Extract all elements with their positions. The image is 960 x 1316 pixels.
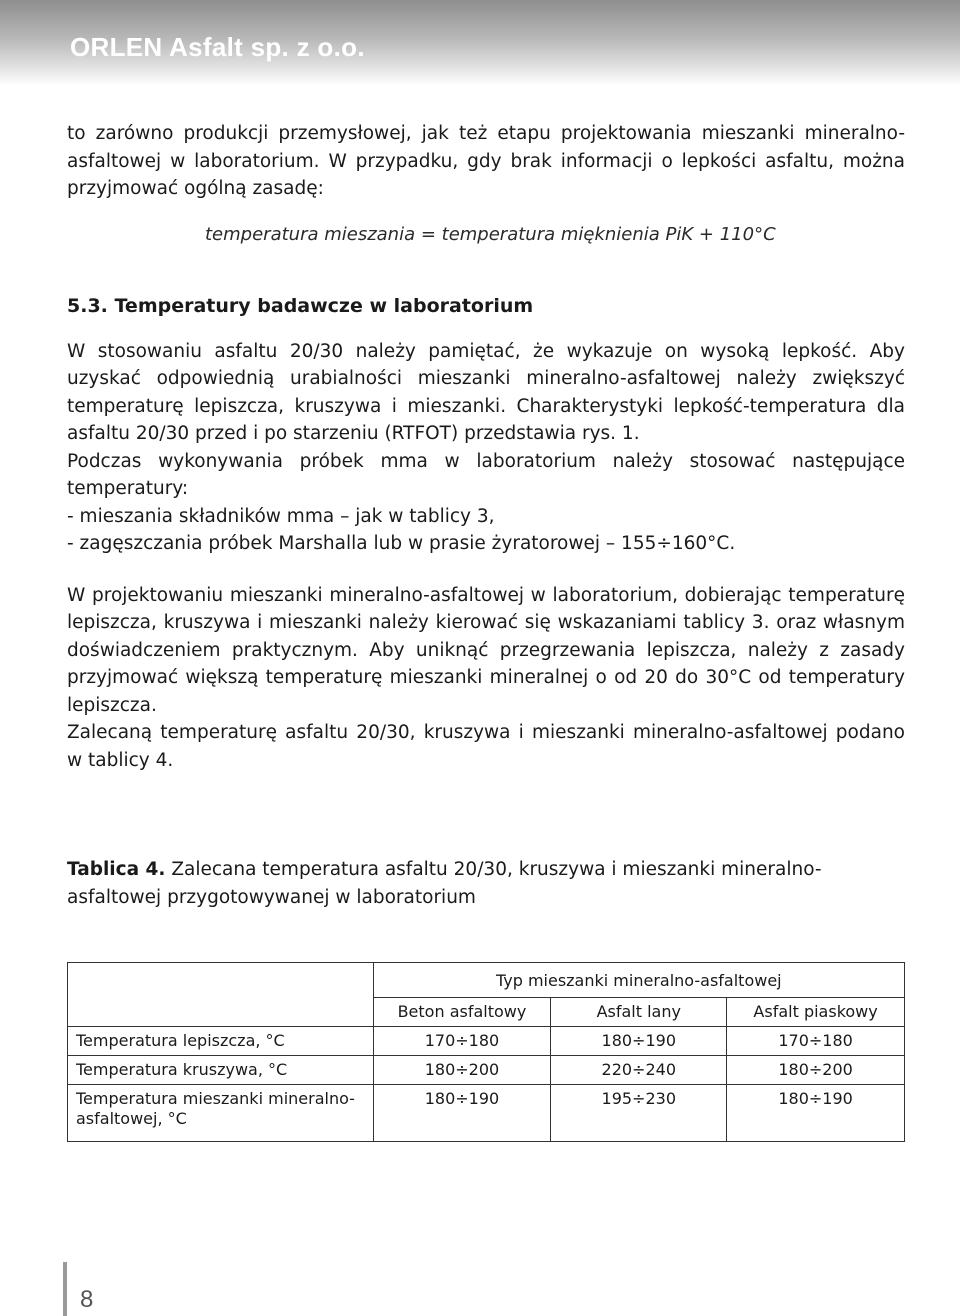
temperature-table [67, 962, 905, 1142]
mixing-temperature-formula: temperatura mieszania = temperatura mięknienia PiK + 110°C [205, 223, 776, 245]
table-cell: 180÷190 [373, 1085, 551, 1142]
table-cell: 195÷230 [551, 1085, 727, 1142]
column-header: Beton asfaltowy [373, 998, 551, 1027]
table-caption-label: Tablica 4. [67, 859, 166, 880]
list-item-compaction: - zagęszczania próbek Marshalla lub w prasie żyratorowej – 155÷160°C. [67, 533, 736, 554]
company-name: ORLEN Asfalt sp. z o.o. [70, 32, 365, 62]
document-body [67, 120, 905, 1142]
list-item-mixing: - mieszania składników mma – jak w tablicy 3, [67, 505, 495, 527]
table-cell: 180÷190 [727, 1085, 905, 1142]
paragraph-sample-temperatures: Podczas wykonywania próbek mma w laboratorium należy stosować następujące temperatury: [67, 450, 905, 499]
row-label: Temperatura mieszanki mineralno-asfaltowej, °C [68, 1085, 374, 1142]
table-cell: 180÷190 [551, 1027, 727, 1056]
column-header: Asfalt lany [551, 998, 727, 1027]
table-caption [67, 856, 905, 912]
section-heading: 5.3. Temperatury badawcze w laboratorium [67, 295, 534, 317]
table-corner-cell [68, 963, 374, 1027]
table-cell: 180÷200 [727, 1056, 905, 1085]
paragraph-viscosity: W stosowaniu asfaltu 20/30 należy pamiętać, że wykazuje on wysoką lepkość. Aby uzyskać odpowiednią urabialności mieszanki mineralno-asfaltowej należy zwiększyć temperaturę lepiszcza, kruszywa i mieszanki. Charakterystyki lepkość-temperatura dla asfaltu 20/30 przed i po starzeniu (RTFOT) przedstawia rys. 1. [67, 340, 905, 444]
column-header: Asfalt piaskowy [727, 998, 905, 1027]
table-cell: 170÷180 [373, 1027, 551, 1056]
table-row [68, 1027, 905, 1056]
table-group-header: Typ mieszanki mineralno-asfaltowej [373, 963, 904, 998]
table-caption-text: Zalecana temperatura asfaltu 20/30, kruszywa i mieszanki mineralno-asfaltowej przygotowywanej w laboratorium [67, 859, 822, 908]
row-label: Temperatura lepiszcza, °C [68, 1027, 374, 1056]
intro-paragraph: to zarówno produkcji przemysłowej, jak też etapu projektowania mieszanki mineralno-asfaltowej w laboratorium. W przypadku, gdy brak informacji o lepkości asfaltu, można przyjmować ogólną zasadę: [67, 123, 905, 199]
table-group-header-row [68, 963, 905, 998]
page-number: 8 [80, 1286, 94, 1313]
table-cell: 170÷180 [727, 1027, 905, 1056]
paragraph-design: W projektowaniu mieszanki mineralno-asfaltowej w laboratorium, dobierając temperaturę lepiszcza, kruszywa i mieszanki należy kierować się wskazaniami tablicy 3. oraz własnym doświadczeniem praktycznym. Aby uniknąć przegrzewania lepiszcza, należy z zasady przyjmować większą temperaturę mieszanki mineralnej o od 20 do 30°C od temperatury lepiszcza. [67, 584, 905, 716]
table-cell: 220÷240 [551, 1056, 727, 1085]
table-cell: 180÷200 [373, 1056, 551, 1085]
table-row [68, 1056, 905, 1085]
row-label: Temperatura kruszywa, °C [68, 1056, 374, 1085]
footer-divider [63, 1262, 67, 1316]
paragraph-recommended: Zalecaną temperaturę asfaltu 20/30, kruszywa i mieszanki mineralno-asfaltowej podano w tablicy 4. [67, 722, 905, 771]
table-row [68, 1085, 905, 1142]
page-header [0, 0, 960, 86]
